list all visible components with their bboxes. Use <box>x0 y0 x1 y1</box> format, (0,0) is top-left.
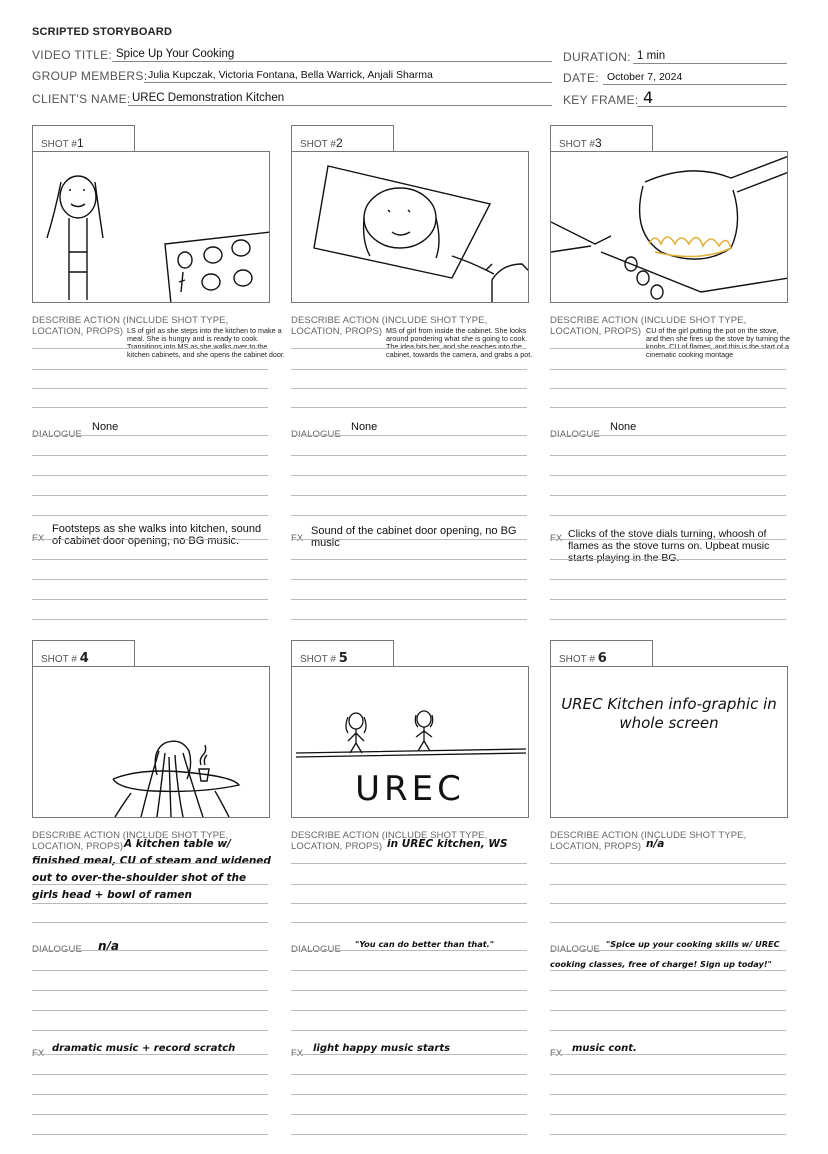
ruled-line <box>550 515 786 516</box>
shot-panel-3 <box>550 125 789 625</box>
ruled-line <box>32 515 268 516</box>
shot-tab: SHOT # 4 <box>32 640 135 666</box>
ruled-line <box>550 1134 786 1135</box>
shot-panel-6 <box>550 640 789 1140</box>
ruled-line <box>550 407 786 408</box>
ruled-line <box>32 990 268 991</box>
ruled-line <box>291 950 527 951</box>
action-label: DESCRIBE ACTION (INCLUDE SHOT TYPE, LOCATION, PROPS) <box>550 315 747 337</box>
dialogue-text[interactable]: None <box>351 421 378 433</box>
shot-frame[interactable] <box>32 151 270 303</box>
ruled-line <box>550 1074 786 1075</box>
ruled-line <box>291 990 527 991</box>
fx-label: FX <box>550 1048 563 1059</box>
action-label: DESCRIBE ACTION (INCLUDE SHOT TYPE, LOCATION, PROPS) <box>291 830 488 852</box>
dialogue-text[interactable]: None <box>610 421 637 433</box>
ruled-line <box>32 539 268 540</box>
action-text[interactable]: n/a <box>646 838 665 850</box>
ruled-line <box>291 579 527 580</box>
ruled-line <box>291 495 527 496</box>
ruled-line <box>32 1054 268 1055</box>
group-members-row <box>32 67 552 85</box>
ruled-line <box>291 515 527 516</box>
ruled-line <box>291 599 527 600</box>
ruled-line <box>550 1054 786 1055</box>
dialogue-text[interactable]: None <box>92 421 119 433</box>
ruled-line <box>550 970 786 971</box>
action-label: DESCRIBE ACTION (INCLUDE SHOT TYPE, LOCATION, PROPS) <box>32 315 229 337</box>
key-frame-value[interactable]: 4 <box>643 88 654 107</box>
shot-number[interactable]: 6 <box>597 651 607 666</box>
ruled-line <box>291 1054 527 1055</box>
ruled-line <box>291 388 527 389</box>
duration-value[interactable]: 1 min <box>637 50 666 62</box>
ruled-line <box>32 863 268 864</box>
client-name-line <box>128 105 552 106</box>
ruled-line <box>550 950 786 951</box>
ruled-line <box>291 884 527 885</box>
ruled-line <box>291 903 527 904</box>
ruled-line <box>291 922 527 923</box>
ruled-line <box>32 922 268 923</box>
ruled-line <box>291 407 527 408</box>
fx-text[interactable]: music cont. <box>572 1043 637 1054</box>
ruled-line <box>32 369 268 370</box>
ruled-line <box>291 475 527 476</box>
shot-frame[interactable] <box>550 151 788 303</box>
key-frame-label: KEY FRAME: <box>563 93 639 107</box>
fx-text[interactable]: dramatic music + record scratch <box>52 1043 236 1054</box>
ruled-line <box>32 619 268 620</box>
ruled-line <box>550 1094 786 1095</box>
ruled-line <box>32 559 268 560</box>
ruled-line <box>550 990 786 991</box>
ruled-line <box>291 1030 527 1031</box>
ruled-line <box>550 435 786 436</box>
shot-tab: SHOT #2 <box>291 125 394 151</box>
ruled-line <box>291 559 527 560</box>
dialogue-text[interactable]: "You can do better than that." <box>355 939 495 949</box>
shot-panel-2 <box>291 125 533 625</box>
duration-line <box>633 63 787 64</box>
frame-urec-lettering: UREC <box>355 769 465 809</box>
ruled-line <box>291 369 527 370</box>
ruled-line <box>550 475 786 476</box>
ruled-line <box>32 599 268 600</box>
video-title-row <box>32 46 552 64</box>
ruled-line <box>550 863 786 864</box>
client-name-value[interactable]: UREC Demonstration Kitchen <box>132 92 285 104</box>
ruled-line <box>32 950 268 951</box>
ruled-line <box>550 619 786 620</box>
sketch-girl-walking-to-cabinet <box>33 152 270 303</box>
fx-label: FX <box>291 533 304 544</box>
ruled-line <box>32 455 268 456</box>
fx-text[interactable]: Footsteps as she walks into kitchen, sound of cabinet door opening, no BG music. <box>52 523 262 547</box>
ruled-line <box>550 903 786 904</box>
key-frame-line <box>637 106 787 107</box>
group-members-line <box>144 82 552 83</box>
date-label: DATE: <box>563 71 599 85</box>
fx-label: FX <box>32 1048 45 1059</box>
shot-frame[interactable] <box>32 666 270 818</box>
ruled-line <box>32 884 268 885</box>
ruled-line <box>550 495 786 496</box>
shot-frame[interactable] <box>291 666 529 818</box>
date-value[interactable]: October 7, 2024 <box>607 71 683 83</box>
sketch-over-shoulder-ramen <box>33 667 270 818</box>
ruled-line <box>550 539 786 540</box>
shot-tab: SHOT # 6 <box>550 640 653 666</box>
ruled-line <box>291 970 527 971</box>
shot-tab: SHOT #1 <box>32 125 135 151</box>
action-text[interactable]: in UREC kitchen, WS <box>387 838 508 850</box>
fx-label: FX <box>32 533 45 544</box>
dialogue-text[interactable]: "Spice up your cooking skills w/ UREC cooking classes, free of charge! Sign up today!" <box>550 939 780 969</box>
shot-frame[interactable] <box>291 151 529 303</box>
ruled-line <box>550 369 786 370</box>
shot-number[interactable]: 2 <box>335 136 343 150</box>
shot-number[interactable]: 1 <box>76 136 84 150</box>
duration-row <box>563 48 787 66</box>
ruled-line <box>32 1030 268 1031</box>
action-text[interactable]: MS of girl from inside the cabinet. She looks around pondering what she is going to cook. The idea hits her, and she reaches into the cabinet, towards the camera, and grabs a pot. <box>386 326 533 359</box>
ruled-line <box>291 435 527 436</box>
action-text[interactable]: A kitchen table w/ finished meal, CU of steam and widened out to over-the-shoulder shot of the girls head + bowl of ramen <box>32 838 271 901</box>
fx-label: FX <box>291 1048 304 1059</box>
fx-text[interactable]: Clicks of the stove dials turning, whoosh of flames as the stove turns on. Upbeat music starts playing in the BG. <box>568 528 770 564</box>
action-text[interactable]: LS of girl as she steps into the kitchen to make a meal. She is hungry and is ready to cook. Transitions into MS as she walks over to the kitchen cabinets, and she opens the cabinet door. <box>127 326 285 359</box>
action-label: DESCRIBE ACTION (INCLUDE SHOT TYPE, LOCATION, PROPS) <box>32 830 229 852</box>
dialogue-label: DIALOGUE <box>550 429 600 440</box>
ruled-line <box>32 475 268 476</box>
ruled-line <box>32 495 268 496</box>
video-title-value[interactable]: Spice Up Your Cooking <box>116 48 235 60</box>
ruled-line <box>550 579 786 580</box>
shot-panel-4 <box>32 640 271 1140</box>
dialogue-label: DIALOGUE <box>32 429 82 440</box>
ruled-line <box>32 1010 268 1011</box>
ruled-line <box>550 455 786 456</box>
ruled-line <box>291 1114 527 1115</box>
document-title: SCRIPTED STORYBOARD <box>32 26 173 38</box>
ruled-line <box>291 1134 527 1135</box>
key-frame-row <box>563 88 787 109</box>
dialogue-label: DIALOGUE <box>550 944 600 955</box>
ruled-line <box>32 407 268 408</box>
ruled-line <box>550 884 786 885</box>
video-title-label: VIDEO TITLE: <box>32 48 113 62</box>
dialogue-label: DIALOGUE <box>291 944 341 955</box>
ruled-line <box>291 1094 527 1095</box>
group-members-value[interactable]: Julia Kupczak, Victoria Fontana, Bella Warrick, Anjali Sharma <box>148 69 433 81</box>
date-row <box>563 69 787 87</box>
ruled-line <box>291 1010 527 1011</box>
ruled-line <box>550 599 786 600</box>
shot-number[interactable]: 4 <box>79 651 89 666</box>
ruled-line <box>550 348 786 349</box>
video-title-line <box>112 61 552 62</box>
action-text[interactable]: CU of the girl putting the pot on the stove, and then she fires up the stove by turning the knobs. CU of flames, and this is the start of a cinematic cooking montage <box>646 326 790 359</box>
shot-number[interactable]: 3 <box>594 136 602 150</box>
dialogue-label: DIALOGUE <box>32 944 82 955</box>
group-members-label: GROUP MEMBERS: <box>32 69 148 83</box>
ruled-line <box>32 1114 268 1115</box>
ruled-line <box>32 970 268 971</box>
client-name-row <box>32 90 552 108</box>
action-label: DESCRIBE ACTION (INCLUDE SHOT TYPE, LOCATION, PROPS) <box>291 315 488 337</box>
duration-label: DURATION: <box>563 50 631 64</box>
ruled-line <box>32 1134 268 1135</box>
shot-panel-1 <box>32 125 285 625</box>
ruled-line <box>32 388 268 389</box>
ruled-line <box>550 1030 786 1031</box>
ruled-line <box>550 559 786 560</box>
ruled-line <box>291 455 527 456</box>
ruled-line <box>550 388 786 389</box>
ruled-line <box>32 348 268 349</box>
date-line <box>603 84 787 85</box>
shot-frame[interactable] <box>550 666 788 818</box>
ruled-line <box>32 435 268 436</box>
ruled-line <box>550 1114 786 1115</box>
fx-text[interactable]: light happy music starts <box>313 1043 451 1054</box>
ruled-line <box>291 619 527 620</box>
fx-label: FX <box>550 533 563 544</box>
ruled-line <box>32 1074 268 1075</box>
ruled-line <box>291 539 527 540</box>
shot-panel-5 <box>291 640 530 1140</box>
ruled-line <box>291 863 527 864</box>
fx-text[interactable]: Sound of the cabinet door opening, no BG music <box>311 525 517 549</box>
ruled-line <box>550 1010 786 1011</box>
dialogue-text[interactable]: n/a <box>98 939 120 953</box>
dialogue-label: DIALOGUE <box>291 429 341 440</box>
shot-tab: SHOT # 5 <box>291 640 394 666</box>
ruled-line <box>291 348 527 349</box>
ruled-line <box>550 922 786 923</box>
shot-tab: SHOT #3 <box>550 125 653 151</box>
ruled-line <box>32 579 268 580</box>
ruled-line <box>291 1074 527 1075</box>
sketch-girl-inside-cabinet <box>292 152 529 303</box>
action-label: DESCRIBE ACTION (INCLUDE SHOT TYPE, LOCATION, PROPS) <box>550 830 747 852</box>
ruled-line <box>32 903 268 904</box>
sketch-pot-on-stove <box>551 152 788 303</box>
shot-number[interactable]: 5 <box>338 651 348 666</box>
ruled-line <box>32 1094 268 1095</box>
frame-infographic-caption: UREC Kitchen info-graphic in whole screen <box>561 695 777 732</box>
client-name-label: CLIENT'S NAME: <box>32 92 131 106</box>
